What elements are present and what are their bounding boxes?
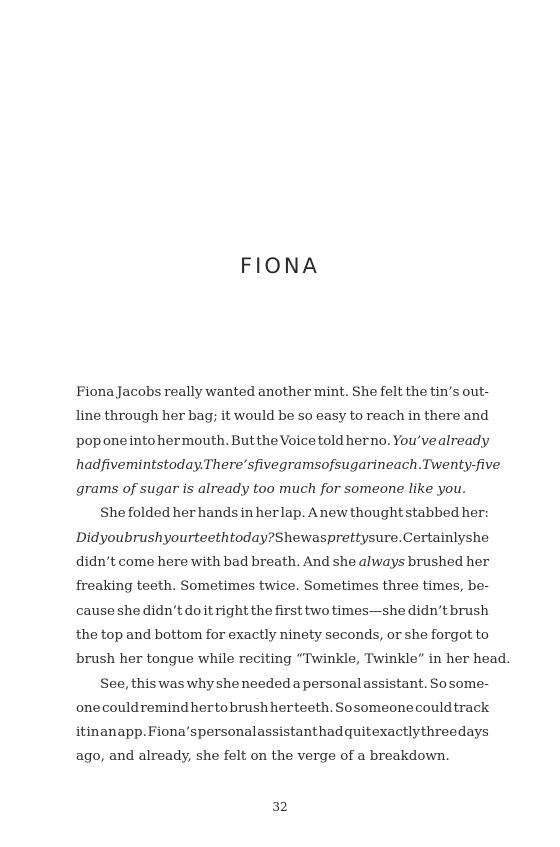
text-line: ago, and already, she felt on the verge of a breakdown. (76, 749, 450, 765)
text-line: line through her bag; it would be so easy to reach in there and (76, 409, 489, 425)
chapter-body (76, 381, 511, 770)
chapter-title: FIONA (240, 254, 320, 278)
paragraph (76, 381, 501, 502)
text-line: Fiona Jacobs really wanted another mint. She felt the tin’s out- (76, 385, 489, 400)
text-line: didn’t come here with bad breath. And she always brushed her (76, 555, 489, 571)
text-line: See, this was why she needed a personal assistant. So some- (100, 676, 489, 692)
text-line: brush her tongue while reciting “Twinkle, Twinkle” in her head. (76, 652, 511, 668)
text-line: had five mints today. There’s five grams of sugar in each. Twenty-five (76, 457, 501, 473)
text-line: one could remind her to brush her teeth. So someone could track (76, 700, 489, 716)
page-number: 32 (272, 800, 288, 814)
text-line: pop one into her mouth. But the Voice told her no. You’ve already (76, 433, 489, 449)
text-line: Did you brush your teeth today? She was pretty sure. Certainly she (76, 530, 489, 546)
text-line: cause she didn’t do it right the first two times—she didn’t brush (76, 603, 489, 619)
text-line: it in an app. Fiona’s personal assistant had quit exactly three days (76, 725, 489, 741)
text-line: freaking teeth. Sometimes twice. Sometimes three times, be- (76, 579, 489, 595)
paragraph (76, 673, 489, 770)
text-line: the top and bottom for exactly ninety seconds, or she forgot to (76, 627, 489, 643)
text-line: grams of sugar is already too much for someone like you. (76, 482, 467, 498)
paragraph (76, 502, 511, 672)
text-line: She folded her hands in her lap. A new thought stabbed her: (100, 506, 489, 522)
